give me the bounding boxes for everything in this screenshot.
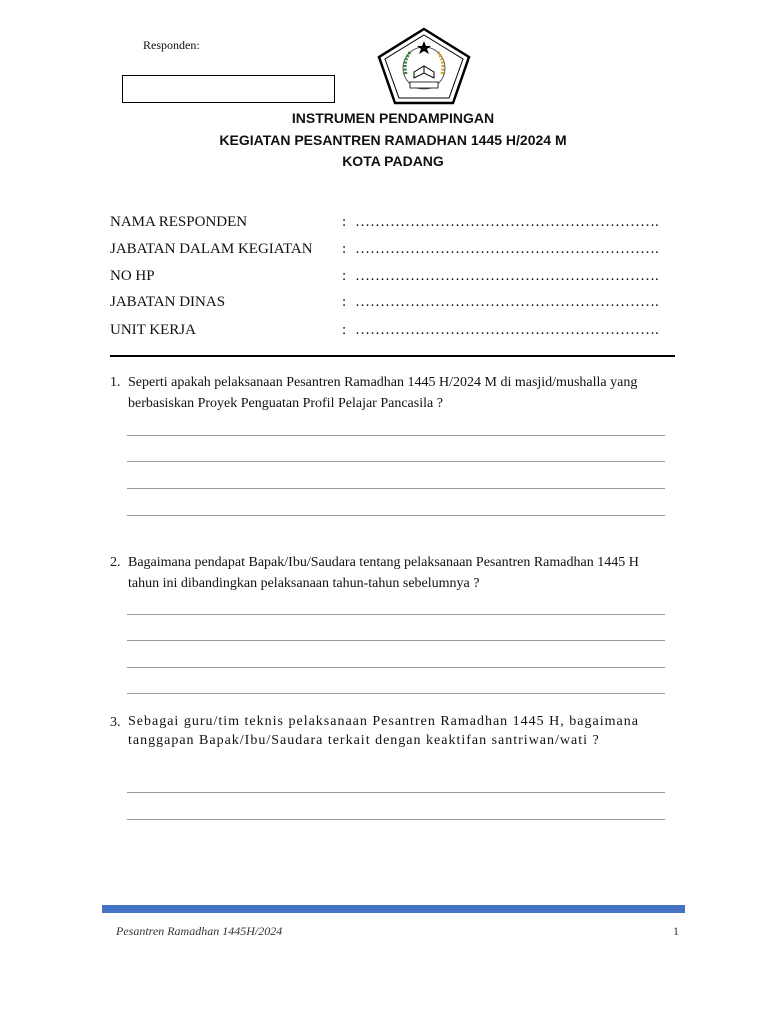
answer-line[interactable] <box>127 515 665 516</box>
field-colon: : <box>342 294 347 310</box>
question-number: 2. <box>110 555 121 570</box>
footer-text: Pesantren Ramadhan 1445H/2024 <box>116 924 283 938</box>
field-label: JABATAN DINAS <box>110 294 226 310</box>
question-text: Seperti apakah pelaksanaan Pesantren Ramadhan 1445 H/2024 M di masjid/mushalla yang berbasiskan Proyek Penguatan Profil Pelajar Pancasila ? <box>128 375 638 411</box>
kemenag-logo-icon <box>376 26 472 106</box>
question-text: Sebagai guru/tim teknis pelaksanaan Pesantren Ramadhan 1445 H, bagaimana tanggapan Bapak/Ibu/Saudara terkait dengan keaktifan santriwan/wati ? <box>128 714 639 748</box>
field-blank[interactable]: ……………………………………………………. <box>355 214 659 230</box>
title-line-2: KEGIATAN PESANTREN RAMADHAN 1445 H/2024 M <box>219 132 567 148</box>
field-blank[interactable]: ……………………………………………………. <box>355 294 659 310</box>
responden-label: Responden: <box>143 38 200 52</box>
field-label: NAMA RESPONDEN <box>110 214 248 230</box>
responden-box[interactable] <box>122 75 335 103</box>
field-label: NO HP <box>110 268 155 284</box>
title-line-3: KOTA PADANG <box>342 153 444 169</box>
field-blank[interactable]: ……………………………………………………. <box>355 241 659 257</box>
field-blank[interactable]: ……………………………………………………. <box>355 268 659 284</box>
footer-bar <box>102 905 685 913</box>
field-label: JABATAN DALAM KEGIATAN <box>110 241 313 257</box>
answer-line[interactable] <box>127 640 665 641</box>
title-line-1: INSTRUMEN PENDAMPINGAN <box>291 110 495 126</box>
answer-line[interactable] <box>127 435 665 436</box>
answer-line[interactable] <box>127 488 665 489</box>
field-blank[interactable]: ……………………………………………………. <box>355 322 659 338</box>
question-number: 3. <box>110 715 121 730</box>
field-colon: : <box>342 214 347 230</box>
field-colon: : <box>342 268 347 284</box>
page-number: 1 <box>673 924 679 938</box>
section-divider <box>110 355 675 357</box>
field-colon: : <box>342 322 347 338</box>
field-label: UNIT KERJA <box>110 322 196 338</box>
field-colon: : <box>342 241 347 257</box>
answer-line[interactable] <box>127 461 665 462</box>
answer-line[interactable] <box>127 819 665 820</box>
answer-line[interactable] <box>127 614 665 615</box>
question-text: Bagaimana pendapat Bapak/Ibu/Saudara tentang pelaksanaan Pesantren Ramadhan 1445 H tahun ini dibandingkan pelaksanaan tahun-tahun sebelumnya ? <box>128 555 639 591</box>
answer-line[interactable] <box>127 792 665 793</box>
answer-line[interactable] <box>127 693 665 694</box>
answer-line[interactable] <box>127 667 665 668</box>
question-number: 1. <box>110 375 121 390</box>
